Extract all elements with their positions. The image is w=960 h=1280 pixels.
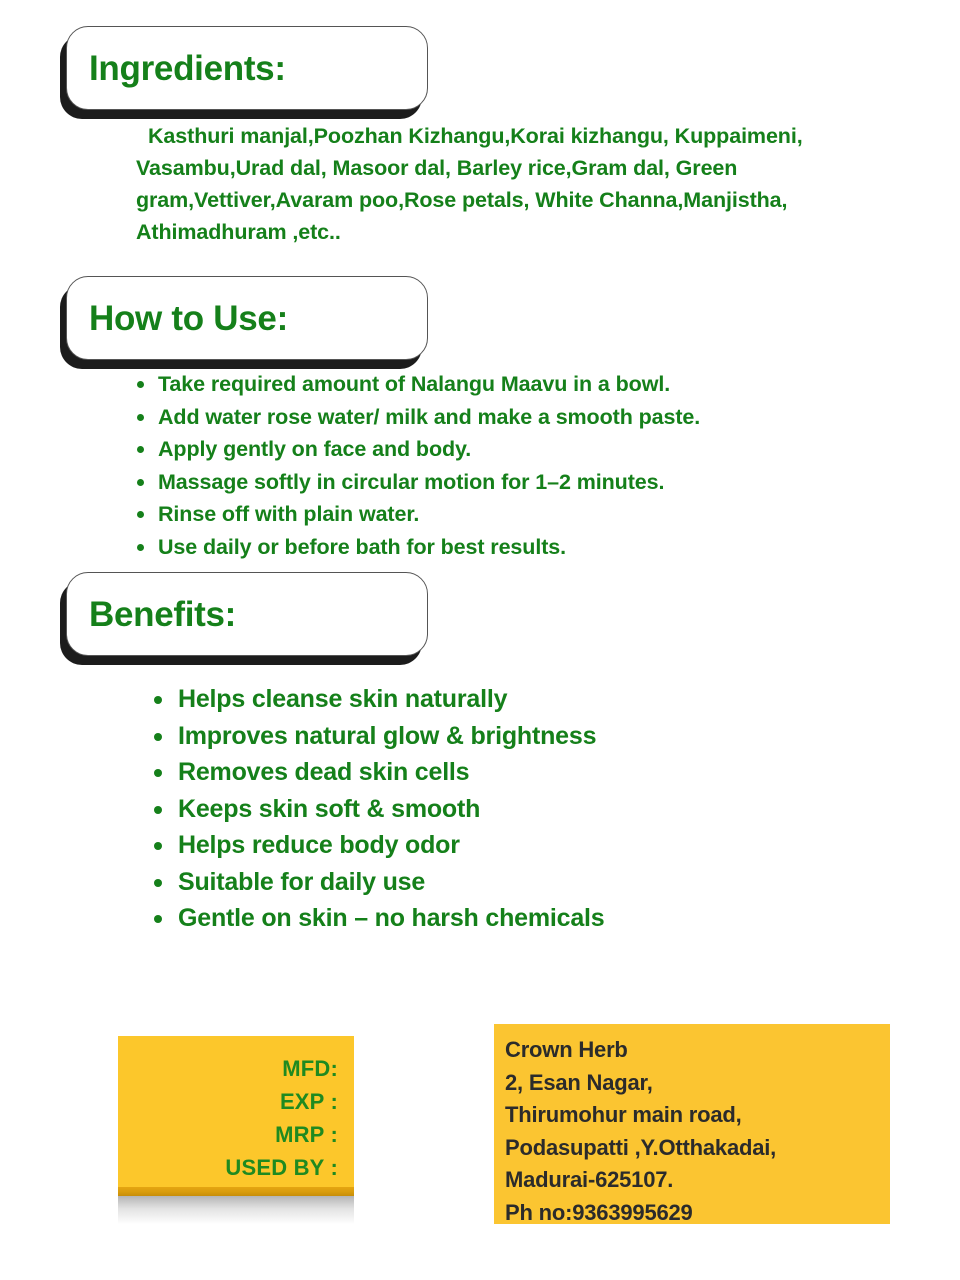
bullet-dot-icon [137, 479, 144, 486]
list-item [135, 531, 835, 564]
manufacturer-address-box [494, 1024, 890, 1224]
list-item [152, 718, 852, 755]
list-item-label: Keeps skin soft & smooth [178, 794, 481, 823]
bullet-dot-icon [154, 806, 162, 814]
list-item [152, 864, 852, 901]
address-line-3: Podasupatti ,Y.Otthakadai, [505, 1134, 777, 1160]
mfd-card-bottom-strip [118, 1187, 354, 1196]
how-to-use-heading-label: How to Use: [89, 298, 288, 338]
plaque-face [66, 572, 428, 656]
bullet-dot-icon [137, 381, 144, 388]
bullet-dot-icon [154, 769, 162, 777]
list-item-label: Take required amount of Nalangu Maavu in a bowl. [158, 372, 671, 396]
plaque-face [66, 276, 428, 360]
list-item-label: Apply gently on face and body. [158, 437, 472, 461]
list-item [152, 900, 852, 937]
benefits-heading-plaque [66, 572, 428, 656]
list-item [152, 827, 852, 864]
list-item [135, 401, 835, 434]
bullet-dot-icon [154, 915, 162, 923]
list-item-label: Gentle on skin – no harsh chemicals [178, 904, 605, 932]
list-item [152, 681, 852, 718]
bullet-dot-icon [137, 414, 144, 421]
list-item-label: Massage softly in circular motion for 1–2 minutes. [158, 469, 665, 494]
phone-number: Ph no:9363995629 [505, 1199, 693, 1225]
manufacturing-details-card [118, 1036, 354, 1195]
list-item-label: Helps reduce body odor [178, 831, 460, 859]
how-to-use-heading-plaque [66, 276, 428, 360]
list-item-label: Helps cleanse skin naturally [178, 685, 508, 713]
list-item-label: Rinse off with plain water. [158, 502, 420, 526]
list-item [135, 368, 835, 401]
how-to-use-list [135, 368, 835, 563]
list-item-label: Add water rose water/ milk and make a smooth paste. [158, 404, 701, 429]
used-by-label: USED BY : [225, 1155, 338, 1180]
mfd-card-body [118, 1036, 354, 1187]
list-item-label: Improves natural glow & brightness [178, 721, 597, 750]
bullet-dot-icon [154, 879, 162, 887]
bullet-dot-icon [154, 696, 162, 704]
bullet-dot-icon [137, 446, 144, 453]
address-line-1: 2, Esan Nagar, [505, 1069, 653, 1095]
list-item [135, 433, 835, 466]
bullet-dot-icon [137, 544, 144, 551]
mfd-label: MFD: [282, 1056, 338, 1081]
list-item [152, 791, 852, 828]
benefits-list [152, 681, 852, 937]
mrp-label: MRP : [275, 1122, 338, 1147]
list-item-label: Suitable for daily use [178, 867, 426, 896]
bullet-dot-icon [154, 733, 162, 741]
address-line-4: Madurai-625107. [505, 1167, 674, 1192]
ingredients-text: Kasthuri manjal,Poozhan Kizhangu,Korai kizhangu, Kuppaimeni, Vasambu,Urad dal, Masoor dal, Barley rice,Gram dal, Green gram,Vettiver,Avaram poo,Rose petals, White Channa,Manjistha, Athimadhuram ,etc.. [136, 124, 803, 244]
list-item [135, 466, 835, 499]
mfd-card-drop-shadow [118, 1196, 354, 1224]
list-item-label: Removes dead skin cells [178, 758, 470, 786]
bullet-dot-icon [154, 842, 162, 850]
ingredients-heading-plaque [66, 26, 428, 110]
list-item [135, 498, 835, 531]
bullet-dot-icon [137, 511, 144, 518]
benefits-heading-label: Benefits: [89, 594, 237, 634]
plaque-face [66, 26, 428, 110]
exp-label: EXP : [279, 1089, 338, 1114]
list-item-label: Use daily or before bath for best results. [158, 534, 566, 559]
ingredients-heading-label: Ingredients: [89, 48, 286, 88]
list-item [152, 754, 852, 791]
address-line-2: Thirumohur main road, [505, 1102, 742, 1127]
company-name: Crown Herb [505, 1037, 628, 1062]
